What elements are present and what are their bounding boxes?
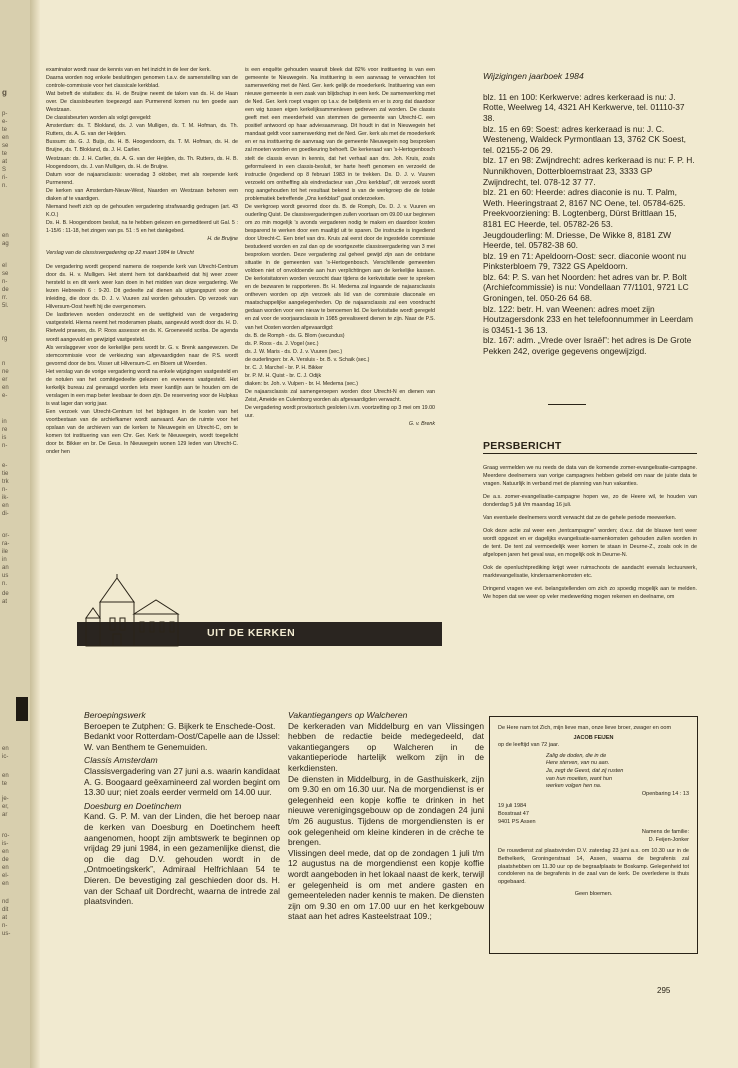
notice-age: op de leeftijd van 72 jaar. bbox=[498, 742, 560, 749]
gutter-fragment: in re is n- bbox=[2, 419, 8, 449]
yearbook-entries: blz. 11 en 100: Kerkwerve: adres kerkeraad is nu: J. Rotte, Weelweg 14, 4321 AH Kerkwerve, tel. 01110-37 38. blz. 15 en 69: Soest: adres kerkeraad is nu: J. C. Westeneng, Waldeck Pyrmontlaan 13, 3762 CK Soest, tel. 02155-2 06 29. blz. 17 en 98: Zwijndrecht: adres kerkeraad is nu: F. P. H. Nunnikhoven, Dotterbloemstraat 23, 3333 GP Zwijndrecht, tel. 078-12 37 77. blz. 21 en 60: Heerde: adres diaconie is nu. T. Palm, Weth. Heeringstraat 2, 8167 NC Oene, tel. 05784-625. Preekvoorziening: B. Logtenberg, Dürst Brittlaan 15, 8181 EC Heerde, tel. 05782-26 53. Jeugdouderling: M. Driesse, De Wikke 8, 8181 ZW Heerde, tel. 05782-38 60. blz. 19 en 71: Apeldoorn-Oost: secr. diaconie woont nu Pinksterbloem 79, 7322 GS Apeldoorn. blz. 64: P. S. van het Noorden: het adres van br. P. Bolt (Archiefcommissie) is nu: Vondellaan 77/1101, 9721 LC Groningen, tel. 050-26 64 68. blz. 122: betr. H. van Weenen: adres moet zijn Houtzagersdonk 233 en het telefoonnummer in Leerdam is 03451-1 36 13. blz. 167: adm. „Vrede over Israël”: het adres is De Grote Pekken 242, overige gegevens ongewijzigd. bbox=[483, 91, 695, 357]
gutter-fragment: g bbox=[2, 88, 7, 97]
paragraph: De werkgroep wordt gevormd door ds. B. de Romph, Ds. D. J. v. Vuuren en ouderling Quist. De classisvergaderingen zullen voortaan om 09.00 uur beginnen om zo min mogelijk 's avonds vergaderen nodig te maken en daardoor kosten besparend te werken door een maaltijd uit te sparen. De instructie is ingediend door Utrecht-C. Een brief van drs. Kruis zal eerst door de ingestelde commissie bestudeerd worden en zal dan op de voortgezette classisvergadering van 3 mei besproken worden. Deze vergadering zal geheel gewijd zijn aan de ontstane situatie in de gemeenten van 's-Hertogenbosch. Verschillende gemeenten voldoen niet of onvoldoende aan hun verplichtingen aan de kerkelijke kassen. De kerkvisitatoren worden verzocht daar tijdens de kerkvisitatie over te spreken en de bezwaren te rapporteren. Br. H. Medema zal ingaande de najaarsclassis ontheven worden op zijn verzoek als lid van de commissie diaconale en maatschappelijke aangelegenheden. Op de najaarsclassis zal een voordracht gedaan worden voor een nieuw te benoemen lid. De kerkvisitatie wordt geregeld en zal voor de voorjaarsclassis in 1985 gerealiseerd dienen te zijn. Naar de P.S. van het Oosten worden afgevaardigd: bbox=[245, 203, 435, 331]
paragraph: Wat betreft de visitaties: ds. H. de Bruijne neemt de taken van ds. H. de Haan over. De classisbeurten toegezegd aan Purmerend komen nu ten goede aan Westzaan. bbox=[46, 91, 238, 114]
paragraph: Bedankt voor Rotterdam-Oost/Capelle aan de IJssel: W. van Benthem te Genemuiden. bbox=[84, 731, 280, 752]
bible-verse: Zalig de doden, die in de Here sterven, van nu aan. Ja, zegt de Geest, dat zij rusten van hun moeiten, want hun werken volgen hen na. bbox=[546, 752, 624, 790]
press-release-title: PERSBERICHT bbox=[483, 440, 562, 452]
paragraph: De vergadering wordt geopend namens de roepende kerk van Utrecht-Centrum door ds. H. v. Mulligen. Het stemt hem tot dankbaarheid dat hij weer zover hersteld is en dit werk weer kan doen in het midden van deze vergadering. We lezen Hebreeën 6 : 9-20. Dit gedeelte zal dienen als uitgangspunt voor de inleiding, die door ds. D. J. v. Vuuren zal worden gehouden. Op verzoek van Hilversum-Oost heeft hij die overgenomen. bbox=[46, 264, 238, 311]
gutter-fragment: el se n- de rr. 5l. bbox=[2, 263, 9, 309]
gutter-fragment: nd dit at n- us- bbox=[2, 899, 11, 937]
paragraph: De diensten in Middelburg, in de Gasthuiskerk, zijn om 9.30 en om 16.30 uur. Na de morgendienst is er gelegenheid een kopje koffie te drinken in het nieuwe verenigingsgebouw op de zondagen 24 juni t/m 26 augustus. Tijdens de morgendiensten is er ook gelegenheid om kleine kinderen in de crèche te brengen. bbox=[288, 773, 484, 848]
paragraph: Graag vermelden we nu reeds de data van de komende zomer-evangelisatie-campagne. Meerdere deelnemers van vorige campagnes hebben gebeld om naar de juiste data te vragen. Natuurlijk in verband met de planning van hun vakanties. bbox=[483, 465, 697, 487]
paragraph: Classisvergadering van 27 juni a.s. waarin kandidaat A. G. Boogaard geëxamineerd zal worden begint om 13.30 uur; niet zoals eerder vermeld om 14.00 uur. bbox=[84, 765, 280, 798]
page-fold-shadow bbox=[30, 0, 40, 1068]
delegate-line: de ouderlingen: br. A. Versluis - br. B. v. Schaik (sec.) bbox=[245, 356, 370, 363]
gutter-fragment: de at bbox=[2, 591, 9, 605]
paragraph: Ook deze actie zal weer een „tentcampagne” worden; d.w.z. dat de blauwe tent weer wordt opgezet en er dagelijks evangelisatie-samenkomsten gehouden zullen worden in de tent. De tent zal vermoedelijk weer komen te staan in Deurne-Z., zoals ook in de afgelopen jaren het geval was, en mogelijk ook in Deurne-N. bbox=[483, 528, 697, 558]
column-classis-continued bbox=[245, 66, 435, 428]
divider bbox=[548, 404, 586, 405]
subheading: Classis Amsterdam bbox=[84, 755, 158, 766]
family-label: Namens de familie: bbox=[641, 829, 689, 836]
family-address: 19 juli 1984 Bosstraat 47 9401 PS Assen bbox=[498, 803, 536, 825]
subheading: Beroepingswerk bbox=[84, 710, 146, 720]
subheading: Vakantiegangers op Walcheren bbox=[288, 710, 408, 720]
gutter-fragment: or- ra- ile in an us n. bbox=[2, 533, 10, 587]
gutter-fragment: en te bbox=[2, 773, 9, 787]
no-flowers-note: Geen bloemen. bbox=[574, 891, 613, 898]
gutter-fragment: en ic- bbox=[2, 746, 9, 760]
verse-reference: Openbaring 14 : 13 bbox=[641, 790, 689, 797]
column-classis-reports bbox=[46, 66, 238, 456]
paragraph: Ds. H. B. Hoogendoorn besluit, na te hebben gelezen en gemediteerd uit Gal. 5 : 1-15/6 : 11-18, het zingen van ps. 51 : 5 en het dankgebed. bbox=[46, 219, 238, 234]
paragraph: Datum voor de najaarsclassis: woensdag 3 oktober, met als roepende kerk Purmerend. bbox=[46, 171, 238, 186]
paragraph: Beroepen te Zutphen: G. Bijkerk te Enschede-Oost. bbox=[84, 720, 276, 731]
yearbook-title: Wijzigingen jaarboek 1984 bbox=[483, 70, 584, 81]
delegate-line: ds. P. Roos - ds. J. Vogel (sec.) bbox=[245, 340, 319, 347]
signature: G. v. Brenk bbox=[408, 421, 435, 428]
family-name: D. Feijen-Jonker bbox=[648, 836, 689, 843]
gutter-fragment: ro- is- en de en el- en bbox=[2, 833, 10, 887]
paragraph: Vlissingen deel mede, dat op de zondagen 1 juli t/m 12 augustus na de morgendienst een kopje koffie wordt aangeboden in het lokaal naast de kerk, terwijl er gelegenheid is om met andere gasten en gemeenteleden nader kennis te maken. De diensten zijn om 9.30 en om 17.00 uur en het kerkgebouw staat aan het adres Kasteelstraat 109.; bbox=[288, 847, 484, 922]
subheading: Doesburg en Doetinchem bbox=[84, 800, 182, 811]
delegate-line: diaken: br. Joh. v. Vulpen - br. H. Medema (sec.) bbox=[245, 380, 359, 387]
paragraph: Ook de openluchtprediking krijgt weer ruimschoots de aandacht evenals lectuurwerk, marktevangelisatie, kindersamenkomsten etc. bbox=[483, 565, 697, 579]
paragraph: De vergadering wordt provisorisch gesloten i.v.m. voortzetting op 3 mei om 19.00 uur. bbox=[245, 404, 435, 420]
paragraph: De lastbrieven worden onderzocht en de wettigheid van de vergadering vastgesteld. Hierna neemt het moderamen plaats, aangevuld wordt door ds. H. D. Rietveld praeses, ds. P. Roos assessor en ds. K. Groeneveld scriba. De agenda wordt aangevuld en gewijzigd vastgesteld. bbox=[46, 312, 238, 343]
gutter-black-block bbox=[16, 697, 28, 721]
gutter-fragment: p- e- te en se te at S ri- n. bbox=[2, 111, 9, 189]
report-title: Verslag van de classisvergadering op 22 maart 1984 te Utrecht bbox=[46, 250, 194, 257]
page-number: 295 bbox=[657, 986, 671, 995]
paragraph: Het verslag van de vorige vergadering wordt na enkele wijzigingen vastgesteld en de notulen van het comitégedeelte gelezen en eveneens vastgesteld. Het kerkelijk bureau zal gevraagd worden iets meer kantlijn aan te houden om de verslagen in een map beter leesbaar te doen zijn. De reservering voor de Hulpkas is wat lager dan vorig jaar. bbox=[46, 368, 238, 407]
paragraph: Amsterdam: ds. T. Blokland, ds. J. van Mulligen, ds. T. M. Hofman, ds. Th. Rutters, ds. A. G. van der Heijden. bbox=[46, 123, 238, 138]
paragraph: De classisbeurten worden als volgt geregeld: bbox=[46, 115, 152, 122]
paragraph: De kerkeraden van Middelburg en van Vlissingen hebben de redactie beide medegedeeld, dat vakantiegangers op Walcheren in de vakantieperiode hartelijk welkom zijn in de kerkdiensten. bbox=[288, 720, 484, 773]
notice-intro: De Here nam tot Zich, mijn lieve man, onze lieve broer, zwager en oom bbox=[498, 725, 672, 731]
signature: H. de Bruijne bbox=[207, 235, 238, 242]
column-yearbook-changes bbox=[483, 60, 697, 367]
banner-title: UIT DE KERKEN bbox=[207, 627, 296, 639]
funeral-details: De rouwdienst zal plaatsvinden D.V. zaterdag 23 juni a.s. om 10.30 uur in de Bethelkerk, Groningerstraat 14, Assen, waarna de begrafenis zal plaatshebben om 11.30 uur op de begraafplaats te Boskamp. Gelegenheid tot condoleren na de begrafenis in de zaal van de kerk. De overledene is thuis opgebaard. bbox=[498, 848, 689, 885]
gutter-fragment: n ne er en e- bbox=[2, 361, 9, 399]
magazine-page bbox=[40, 0, 738, 1068]
paragraph: Daarna worden nog enkele besluitingen genomen t.a.v. de samenstelling van de controle-commissie voor het classicale kerkblad. bbox=[46, 75, 238, 90]
column-church-news-left bbox=[84, 710, 280, 907]
paragraph: Westzaan: ds. J. H. Carlier, ds. A. G. van der Heijden, ds. Th. Rutters, ds. H. B. Hoogendoorn, ds. J. van Mulligen, ds. H. de Bruijne. bbox=[46, 155, 238, 170]
paragraph: is een enquête gehouden waaruit bleek dat 82% voor instituering is van een gemeente te Nieuwegein. Na instituering is een aanvraag te verwachten tot samenwerking met de Ned. Ger. kerk gelijk de moederkerk. Instituering van een nieuwe gemeente is een zaak van blijdschap in een kerk. De samenwerking met de Ned. Ger. kerk roept vragen op t.a.v. de belijdenis en er is zorg dat daardoor een wig tussen eigen kerkelijksammenleven gedreven zal worden. De classis geeft met een meerderheid van stemmen de gemeente van Utrecht-C. een positief antwoord op haar adviesaanvraag. Dit houdt in dat in Nieuwegein het mandaat geldt voor samenwerking met de Ned. Ger. kerk als met de moederkerk en er na instituering de aanvraag van de gemeente Nieuwegein nog besproken zal moeten worden en goedkeuring behoeft. De kerkeraad van 's-Hertogenbosch stelt de classis ervan in kennis, dat het verhaal aan drs. Joh. Kruis, zoals geformuleerd in een classis-besluit, ter harte heeft genomen en verzoekt de instructie (ingediend op 8 februari 1983 in te trekken. Ds. D. J. v. Vuuren verzoekt om ontheffing als eindredacteur van „Ons kerkblad”, dit verzoek wordt nog aangehouden tot het resultaat bekend is van de werkgroep die de totale problematiek betreffende „Ons kerkblad” gaat onderzoeken. bbox=[245, 67, 435, 202]
paragraph: Niemand heeft zich op de gehouden vergadering strafwaardig gedragen (art. 43 K.O.) bbox=[46, 203, 238, 218]
divider bbox=[483, 453, 697, 454]
delegate-line: ds. B. de Romph - ds. G. Blom (secundus) bbox=[245, 332, 345, 339]
gutter-fragment: e- tie trk n- ik- en di- bbox=[2, 463, 9, 517]
paragraph: De najaarsclassis zal samengeroepen worden door Utrecht-N en dienen van Zeist, Ameide en Culemborg worden als afgevaardigden verwacht. bbox=[245, 388, 435, 403]
death-notice bbox=[489, 716, 698, 954]
paragraph: De a.s. zomer-evangelisatie-campagne hopen we, zo de Heere wil, te houden van donderdag 5 juli t/m maandag 16 juli. bbox=[483, 494, 697, 508]
paragraph: Kand. G. P. M. van der Linden, die het beroep naar de kerken van Doesburg en Doetinchem heeft aangenomen, hoopt zijn ambtswerk te beginnen op vrijdag 29 juni 1984, in een gezamenlijke dienst, die op die dag D.V. gehouden wordt in de „Ontmoetingskerk”, Admiraal Helfrichlaan 54 te Dieren. De bevestiging zal geschieden door ds. H. van der Schaaf uit Dordrecht, waarna de intrede zal plaatsvinden. bbox=[84, 811, 280, 907]
deceased-name: JACOB FEIJEN bbox=[573, 734, 614, 741]
paragraph: Een verzoek van Utrecht-Centrum tot het bijdragen in de kosten van het voortbestaan van de archiefkamer wordt aanvaard. Aan de ruimte voor het opslaan van de archieven van de kerken te Nieuwegein en Utrecht-C, om te komen tot instituering van een Chr. Ger. Kerk te Nieuwegein, wordt toegelicht door br. Bikker en br. De Geus. In Nieuwegein wonen 129 leden van Utrecht-C. onder hen bbox=[46, 408, 238, 456]
paragraph: Dringend vragen we evt. belangstellenden om zich zo spoedig mogelijk aan te melden. We hopen dat we weer op veler medewerking mogen rekenen en deelname, om bbox=[483, 586, 697, 600]
paragraph: Bussum: ds. G. J. Buijs, ds. H. B. Hoogendoorn, ds. T. M. Hofman, ds. H. de Bruijne, ds. T. Blokland, ds. J. H. Carlier. bbox=[46, 139, 238, 154]
left-page-gutter bbox=[0, 0, 40, 1068]
paragraph: De kerken van Amsterdam-Nieuw-West, Naarden en Westzaan behoren een diaken af te vaardigen. bbox=[46, 187, 238, 202]
delegate-line: br. C. J. Marchel - br. P. H. Bikker bbox=[245, 364, 323, 371]
paragraph: examinator wordt naar de kennis van en het inzicht in de leer der kerk. bbox=[46, 67, 211, 73]
gutter-fragment: rg bbox=[2, 336, 8, 342]
delegate-line: ds. J. W. Maris - ds. D. J. v. Vuuren (sec.) bbox=[245, 348, 343, 355]
gutter-fragment: je- er, ar bbox=[2, 796, 9, 818]
gutter-fragment: en ag bbox=[2, 233, 9, 247]
column-church-news-mid bbox=[288, 710, 484, 922]
paragraph: Als verslaggever voor de kerkelijke pers wordt br. G. v. Brenk aangewezen. De stemcommissie voor de verkiezing van afgevaardigden naar de P.S. wordt gevormd door de brs. Visser uit Hilversum-C. en Bloem uit Woerden. bbox=[46, 344, 238, 367]
church-illustration bbox=[80, 574, 185, 648]
delegate-line: br. P. M. H. Quist - br. C. J. Odijk bbox=[245, 372, 322, 379]
press-release-body bbox=[483, 464, 697, 601]
paragraph: Van eventuele deelnemers wordt verwacht dat ze de gehele periode meewerken. bbox=[483, 515, 677, 521]
